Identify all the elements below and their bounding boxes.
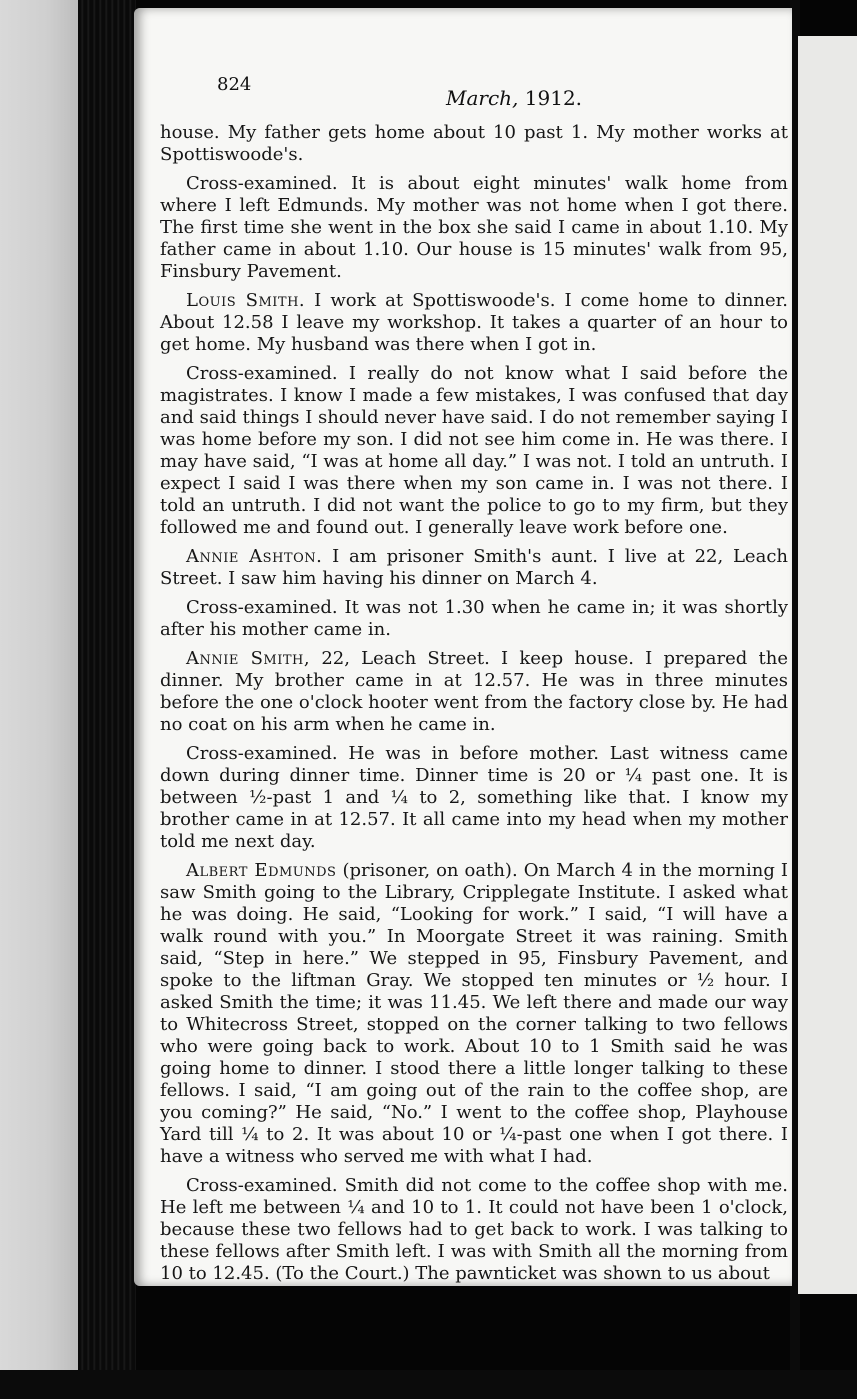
- scanner-bed-left: [0, 0, 78, 1399]
- running-head-month: March,: [446, 86, 519, 110]
- paragraph-text: Cross-examined. Smith did not come to the coffee shop with me. He left me between ¼ and 10 to 1. It could not have been 1 o'clock, because these two fellows had to get back to work. I was talking to these fellows after Smith left. I was with Smith all the morning from 10 to 12.45. (To the Court.) The pawnticket was shown to us about: [160, 1175, 788, 1284]
- paragraph: [160, 290, 788, 356]
- page-number: 824: [217, 74, 252, 95]
- speaker-name: Annie Smith,: [186, 648, 311, 669]
- speaker-name: Albert Edmunds: [186, 860, 337, 881]
- paragraph: [160, 363, 788, 539]
- running-head: [446, 86, 582, 110]
- paragraph: [160, 1175, 788, 1285]
- paragraph: [160, 597, 788, 641]
- paragraph: [160, 546, 788, 590]
- facing-page-edge: [798, 36, 857, 1294]
- paragraph-text: I am prisoner Smith's aunt. I live at 22, Leach Street. I saw him having his dinner on March 4.: [160, 546, 788, 589]
- paragraph-text: Cross-examined. I really do not know what I said before the magistrates. I know I made a few mistakes, I was confused that day and said things I should never have said. I do not remember saying I was home before my son. I did not see him come in. He was there. I may have said, “I was at home all day.” I was not. I told an untruth. I expect I said I was there when my son came in. I was not there. I told an untruth. I did not want the police to go to my firm, but they followed me and found out. I generally leave work before one.: [160, 363, 788, 538]
- running-head-year: 1912.: [524, 86, 583, 110]
- speaker-name: Annie Ashton.: [186, 546, 323, 567]
- paragraph: [160, 122, 788, 166]
- paragraph-text: house. My father gets home about 10 past 1. My mother works at Spottiswoode's.: [160, 122, 788, 165]
- page-body: [160, 122, 788, 1292]
- paragraph-text: Cross-examined. It was not 1.30 when he came in; it was shortly after his mother came in.: [160, 597, 788, 640]
- paragraph-text: (prisoner, on oath). On March 4 in the morning I saw Smith going to the Library, Cripplegate Institute. I asked what he was doing. He said, “Looking for work.” I said, “I will have a walk round with you.” In Moorgate Street it was raining. Smith said, “Step in here.” We stepped in 95, Finsbury Pavement, and spoke to the liftman Gray. We stopped ten minutes or ½ hour. I asked Smith the time; it was 11.45. We left there and made our way to Whitecross Street, stopped on the corner talking to two fellows who were going back to work. About 10 to 1 Smith said he was going home to dinner. I stood there a little longer talking to these fellows. I said, “I am going out of the rain to the coffee shop, are you coming?” He said, “No.” I went to the coffee shop, Playhouse Yard till ¼ to 2. It was about 10 or ¼-past one when I got there. I have a witness who served me with what I had.: [160, 860, 788, 1167]
- paragraph-text: Cross-examined. He was in before mother. Last witness came down during dinner time. Dinner time is 20 or ¼ past one. It is between ½-past 1 and ¼ to 2, something like that. I know my brother came in at 12.57. It all came into my head when my mother told me next day.: [160, 743, 788, 852]
- speaker-name: Louis Smith.: [186, 290, 306, 311]
- paragraph: [160, 648, 788, 736]
- book-spine: [78, 0, 136, 1399]
- scanner-bed-bottom: [0, 1370, 857, 1399]
- paragraph-text: 22, Leach Street. I keep house. I prepared the dinner. My brother came in at 12.57. He was in three minutes before the one o'clock hooter went from the factory close by. He had no coat on his arm when he came in.: [160, 648, 788, 735]
- paragraph-text: Cross-examined. It is about eight minutes' walk home from where I left Edmunds. My mother was not home when I got there. The first time she went in the box she said I came in about 1.10. My father came in about 1.10. Our house is 15 minutes' walk from 95, Finsbury Pavement.: [160, 173, 788, 282]
- paragraph: [160, 173, 788, 283]
- paragraph: [160, 743, 788, 853]
- paragraph: [160, 860, 788, 1168]
- paragraph-text: I work at Spottiswoode's. I come home to dinner. About 12.58 I leave my workshop. It takes a quarter of an hour to get home. My husband was there when I got in.: [160, 290, 789, 355]
